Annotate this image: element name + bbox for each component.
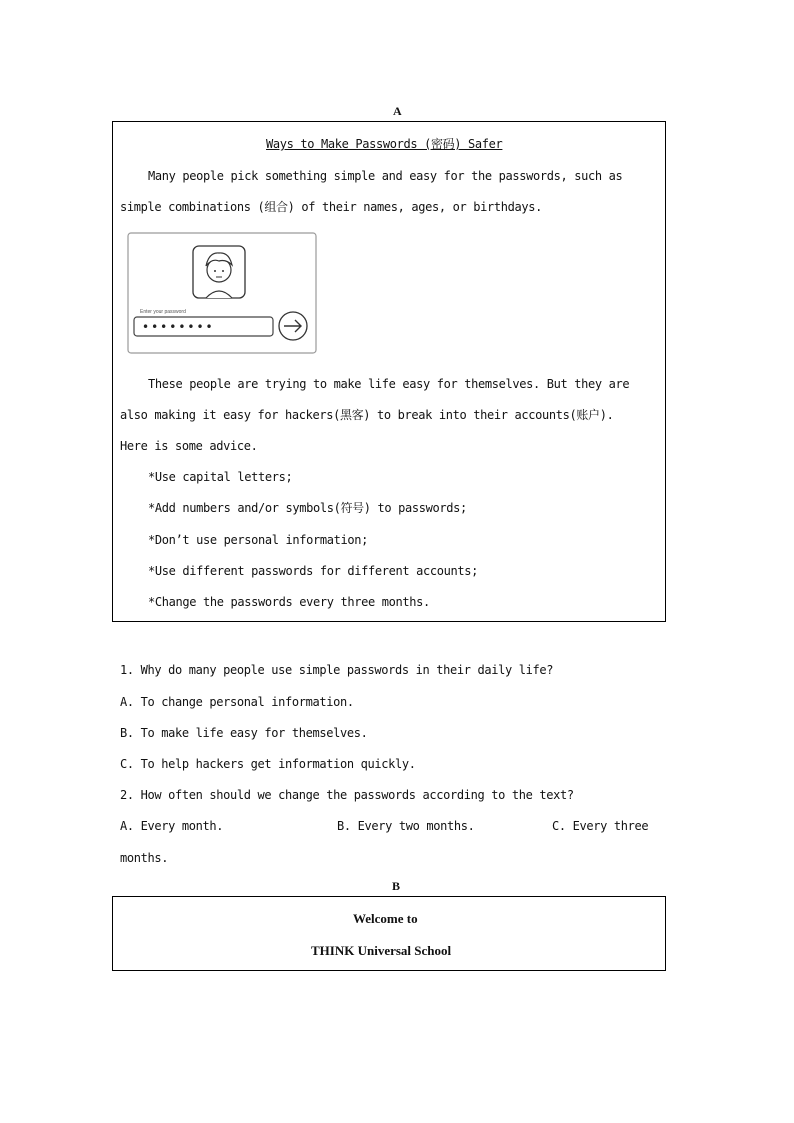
passage-b-line2: THINK Universal School [311,943,452,958]
passage-a-title: Ways to Make Passwords (密码) Safer [266,137,503,151]
question-2-option-b: B. Every two months. [337,819,475,833]
advice-item: *Use capital letters; [148,470,293,484]
avatar-icon [193,246,245,298]
para2-line3: Here is some advice. [120,439,258,453]
question-1-option-c: C. To help hackers get information quickly. [120,757,416,771]
question-2-option-c-wrap: months. [120,851,169,865]
question-1-option-a: A. To change personal information. [120,695,354,709]
para2-line2: also making it easy for hackers(黑客) to break into their accounts(账户). [120,408,614,422]
question-2-option-a: A. Every month. [120,819,224,833]
question-1-stem: 1. Why do many people use simple passwords in their daily life? [120,663,554,677]
passage-b-line1: Welcome to [353,911,418,926]
passage-b-box [112,896,666,971]
para1-line2: simple combinations (组合) of their names, ages, or birthdays. [120,200,543,214]
question-2-option-c: C. Every three [552,819,649,833]
advice-item: *Don’t use personal information; [148,533,368,547]
svg-text:••••••••: •••••••• [142,320,215,334]
svg-text:Enter your password: Enter your password [140,309,186,315]
arrow-right-icon [279,312,307,340]
password-illustration [126,230,318,356]
advice-item: *Change the passwords every three months. [148,595,430,609]
para2-line1: These people are trying to make life easy for themselves. But they are [148,377,630,391]
question-1-option-b: B. To make life easy for themselves. [120,726,368,740]
section-a-label: A [393,104,402,118]
section-b-label: B [392,879,401,893]
para1-line1: Many people pick something simple and easy for the passwords, such as [148,169,623,183]
advice-item: *Add numbers and/or symbols(符号) to passwords; [148,501,467,515]
advice-item: *Use different passwords for different accounts; [148,564,478,578]
question-2-stem: 2. How often should we change the passwords according to the text? [120,788,574,802]
